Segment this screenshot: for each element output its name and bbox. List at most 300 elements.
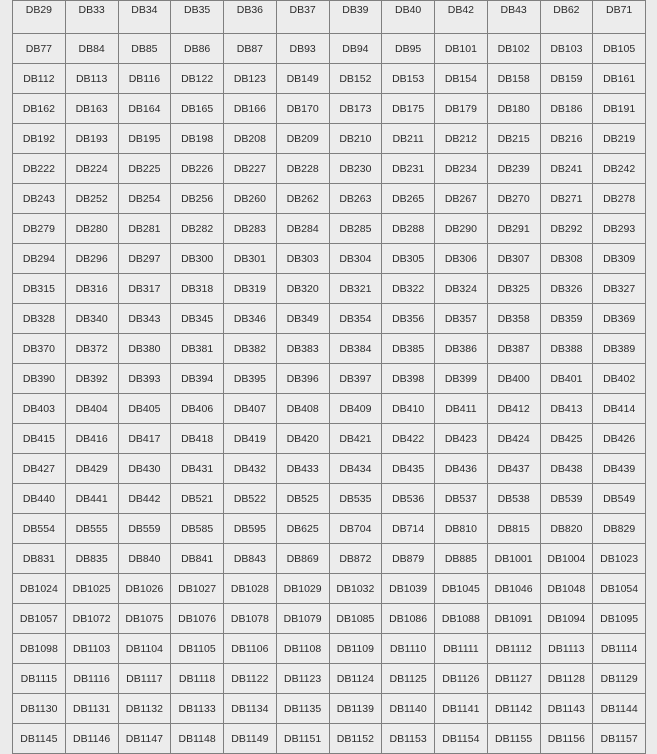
table-row <box>13 454 646 484</box>
code-cell: DB123 <box>224 64 277 94</box>
code-cell: DB319 <box>224 274 277 304</box>
code-cell: DB439 <box>593 454 646 484</box>
code-cell: DB885 <box>435 544 488 574</box>
code-cell: DB535 <box>329 484 382 514</box>
code-cell: DB265 <box>382 184 435 214</box>
code-cell: DB1072 <box>65 604 118 634</box>
code-cell: DB370 <box>13 334 66 364</box>
code-cell: DB422 <box>382 424 435 454</box>
code-cell: DB294 <box>13 244 66 274</box>
code-cell: DB301 <box>224 244 277 274</box>
code-cell: DB42 <box>435 1 488 34</box>
code-cell: DB85 <box>118 34 171 64</box>
code-cell: DB393 <box>118 364 171 394</box>
code-cell: DB84 <box>65 34 118 64</box>
code-cell: DB71 <box>593 1 646 34</box>
code-cell: DB1130 <box>13 694 66 724</box>
table-row <box>13 64 646 94</box>
code-cell: DB278 <box>593 184 646 214</box>
code-cell: DB242 <box>593 154 646 184</box>
code-cell: DB113 <box>65 64 118 94</box>
code-cell: DB216 <box>540 124 593 154</box>
code-cell: DB349 <box>276 304 329 334</box>
table-row <box>13 364 646 394</box>
code-cell: DB437 <box>487 454 540 484</box>
code-cell: DB395 <box>224 364 277 394</box>
code-cell: DB116 <box>118 64 171 94</box>
code-cell: DB1115 <box>13 664 66 694</box>
code-cell: DB398 <box>382 364 435 394</box>
code-cell: DB291 <box>487 214 540 244</box>
code-cell: DB1024 <box>13 574 66 604</box>
code-cell: DB405 <box>118 394 171 424</box>
code-cell: DB410 <box>382 394 435 424</box>
code-cell: DB209 <box>276 124 329 154</box>
code-cell: DB162 <box>13 94 66 124</box>
code-cell: DB112 <box>13 64 66 94</box>
table-row <box>13 214 646 244</box>
code-cell: DB282 <box>171 214 224 244</box>
code-cell: DB418 <box>171 424 224 454</box>
code-cell: DB416 <box>65 424 118 454</box>
code-cell: DB1110 <box>382 634 435 664</box>
code-cell: DB263 <box>329 184 382 214</box>
code-cell: DB254 <box>118 184 171 214</box>
code-cell: DB198 <box>171 124 224 154</box>
code-cell: DB321 <box>329 274 382 304</box>
code-cell: DB1122 <box>224 664 277 694</box>
code-cell: DB1075 <box>118 604 171 634</box>
code-cell: DB433 <box>276 454 329 484</box>
code-cell: DB170 <box>276 94 329 124</box>
code-cell: DB173 <box>329 94 382 124</box>
code-cell: DB307 <box>487 244 540 274</box>
code-cell: DB211 <box>382 124 435 154</box>
code-cell: DB243 <box>13 184 66 214</box>
code-cell: DB1152 <box>329 724 382 754</box>
table-row <box>13 1 646 34</box>
code-cell: DB208 <box>224 124 277 154</box>
code-cell: DB585 <box>171 514 224 544</box>
code-cell: DB224 <box>65 154 118 184</box>
code-cell: DB1146 <box>65 724 118 754</box>
code-cell: DB1108 <box>276 634 329 664</box>
code-cell: DB1104 <box>118 634 171 664</box>
code-cell: DB230 <box>329 154 382 184</box>
table-row <box>13 724 646 754</box>
code-cell: DB318 <box>171 274 224 304</box>
code-cell: DB270 <box>487 184 540 214</box>
code-cell: DB382 <box>224 334 277 364</box>
code-cell: DB390 <box>13 364 66 394</box>
code-cell: DB219 <box>593 124 646 154</box>
code-cell: DB1091 <box>487 604 540 634</box>
code-cell: DB356 <box>382 304 435 334</box>
code-cell: DB392 <box>65 364 118 394</box>
code-cell: DB435 <box>382 454 435 484</box>
code-cell: DB226 <box>171 154 224 184</box>
code-cell: DB105 <box>593 34 646 64</box>
code-cell: DB815 <box>487 514 540 544</box>
code-cell: DB1139 <box>329 694 382 724</box>
code-cell: DB424 <box>487 424 540 454</box>
code-cell: DB810 <box>435 514 488 544</box>
code-cell: DB175 <box>382 94 435 124</box>
code-cell: DB1114 <box>593 634 646 664</box>
code-cell: DB324 <box>435 274 488 304</box>
code-cell: DB346 <box>224 304 277 334</box>
code-cell: DB549 <box>593 484 646 514</box>
code-cell: DB1125 <box>382 664 435 694</box>
code-cell: DB1124 <box>329 664 382 694</box>
code-cell: DB1078 <box>224 604 277 634</box>
code-table <box>12 0 646 754</box>
code-cell: DB101 <box>435 34 488 64</box>
code-cell: DB191 <box>593 94 646 124</box>
code-cell: DB1142 <box>487 694 540 724</box>
code-cell: DB442 <box>118 484 171 514</box>
code-cell: DB95 <box>382 34 435 64</box>
code-cell: DB1048 <box>540 574 593 604</box>
code-cell: DB357 <box>435 304 488 334</box>
code-cell: DB37 <box>276 1 329 34</box>
code-cell: DB429 <box>65 454 118 484</box>
code-cell: DB1148 <box>171 724 224 754</box>
code-cell: DB36 <box>224 1 277 34</box>
code-cell: DB1149 <box>224 724 277 754</box>
code-cell: DB1133 <box>171 694 224 724</box>
code-cell: DB163 <box>65 94 118 124</box>
code-cell: DB438 <box>540 454 593 484</box>
code-cell: DB292 <box>540 214 593 244</box>
code-cell: DB1117 <box>118 664 171 694</box>
code-cell: DB1129 <box>593 664 646 694</box>
code-cell: DB1054 <box>593 574 646 604</box>
code-cell: DB33 <box>65 1 118 34</box>
code-cell: DB430 <box>118 454 171 484</box>
table-row <box>13 124 646 154</box>
code-cell: DB303 <box>276 244 329 274</box>
code-cell: DB869 <box>276 544 329 574</box>
code-cell: DB1112 <box>487 634 540 664</box>
code-cell: DB308 <box>540 244 593 274</box>
code-cell: DB820 <box>540 514 593 544</box>
code-cell: DB149 <box>276 64 329 94</box>
code-cell: DB1153 <box>382 724 435 754</box>
code-cell: DB210 <box>329 124 382 154</box>
code-cell: DB1029 <box>276 574 329 604</box>
code-cell: DB396 <box>276 364 329 394</box>
code-cell: DB1106 <box>224 634 277 664</box>
code-cell: DB415 <box>13 424 66 454</box>
code-cell: DB153 <box>382 64 435 94</box>
code-cell: DB283 <box>224 214 277 244</box>
table-row <box>13 244 646 274</box>
code-cell: DB345 <box>171 304 224 334</box>
code-cell: DB1157 <box>593 724 646 754</box>
code-cell: DB434 <box>329 454 382 484</box>
code-cell: DB1141 <box>435 694 488 724</box>
code-cell: DB1032 <box>329 574 382 604</box>
code-cell: DB252 <box>65 184 118 214</box>
code-cell: DB315 <box>13 274 66 304</box>
code-cell: DB423 <box>435 424 488 454</box>
code-cell: DB872 <box>329 544 382 574</box>
code-cell: DB401 <box>540 364 593 394</box>
code-cell: DB193 <box>65 124 118 154</box>
code-cell: DB300 <box>171 244 224 274</box>
code-cell: DB340 <box>65 304 118 334</box>
code-cell: DB369 <box>593 304 646 334</box>
table-row <box>13 544 646 574</box>
code-cell: DB241 <box>540 154 593 184</box>
code-cell: DB1039 <box>382 574 435 604</box>
code-cell: DB1028 <box>224 574 277 604</box>
code-cell: DB831 <box>13 544 66 574</box>
code-cell: DB1140 <box>382 694 435 724</box>
code-cell: DB417 <box>118 424 171 454</box>
table-row <box>13 184 646 214</box>
code-cell: DB102 <box>487 34 540 64</box>
code-cell: DB384 <box>329 334 382 364</box>
code-cell: DB317 <box>118 274 171 304</box>
code-cell: DB536 <box>382 484 435 514</box>
code-cell: DB714 <box>382 514 435 544</box>
code-cell: DB325 <box>487 274 540 304</box>
code-cell: DB436 <box>435 454 488 484</box>
code-cell: DB327 <box>593 274 646 304</box>
code-cell: DB231 <box>382 154 435 184</box>
code-cell: DB227 <box>224 154 277 184</box>
code-cell: DB1079 <box>276 604 329 634</box>
code-cell: DB1144 <box>593 694 646 724</box>
code-cell: DB93 <box>276 34 329 64</box>
code-cell: DB43 <box>487 1 540 34</box>
code-cell: DB29 <box>13 1 66 34</box>
code-cell: DB1118 <box>171 664 224 694</box>
code-cell: DB1004 <box>540 544 593 574</box>
code-cell: DB271 <box>540 184 593 214</box>
code-cell: DB426 <box>593 424 646 454</box>
code-cell: DB1132 <box>118 694 171 724</box>
code-cell: DB165 <box>171 94 224 124</box>
code-cell: DB408 <box>276 394 329 424</box>
table-row <box>13 304 646 334</box>
code-cell: DB1147 <box>118 724 171 754</box>
code-cell: DB354 <box>329 304 382 334</box>
code-cell: DB322 <box>382 274 435 304</box>
code-cell: DB1127 <box>487 664 540 694</box>
code-cell: DB538 <box>487 484 540 514</box>
code-cell: DB222 <box>13 154 66 184</box>
code-cell: DB288 <box>382 214 435 244</box>
code-cell: DB343 <box>118 304 171 334</box>
code-sheet <box>12 0 646 750</box>
code-cell: DB380 <box>118 334 171 364</box>
code-cell: DB1026 <box>118 574 171 604</box>
code-cell: DB1088 <box>435 604 488 634</box>
code-cell: DB397 <box>329 364 382 394</box>
code-cell: DB39 <box>329 1 382 34</box>
code-cell: DB1111 <box>435 634 488 664</box>
code-cell: DB414 <box>593 394 646 424</box>
code-cell: DB225 <box>118 154 171 184</box>
code-cell: DB381 <box>171 334 224 364</box>
code-cell: DB406 <box>171 394 224 424</box>
code-cell: DB285 <box>329 214 382 244</box>
code-cell: DB595 <box>224 514 277 544</box>
code-cell: DB625 <box>276 514 329 544</box>
code-cell: DB293 <box>593 214 646 244</box>
code-cell: DB1145 <box>13 724 66 754</box>
code-cell: DB309 <box>593 244 646 274</box>
code-cell: DB1126 <box>435 664 488 694</box>
code-cell: DB77 <box>13 34 66 64</box>
code-cell: DB1123 <box>276 664 329 694</box>
code-cell: DB1131 <box>65 694 118 724</box>
code-cell: DB1085 <box>329 604 382 634</box>
code-cell: DB432 <box>224 454 277 484</box>
code-cell: DB87 <box>224 34 277 64</box>
code-cell: DB389 <box>593 334 646 364</box>
code-cell: DB1057 <box>13 604 66 634</box>
code-cell: DB1105 <box>171 634 224 664</box>
code-cell: DB192 <box>13 124 66 154</box>
code-cell: DB103 <box>540 34 593 64</box>
code-cell: DB1116 <box>65 664 118 694</box>
code-cell: DB158 <box>487 64 540 94</box>
code-cell: DB1027 <box>171 574 224 604</box>
code-cell: DB1134 <box>224 694 277 724</box>
code-cell: DB402 <box>593 364 646 394</box>
code-cell: DB841 <box>171 544 224 574</box>
code-cell: DB215 <box>487 124 540 154</box>
code-cell: DB388 <box>540 334 593 364</box>
code-cell: DB1128 <box>540 664 593 694</box>
code-cell: DB1103 <box>65 634 118 664</box>
code-cell: DB403 <box>13 394 66 424</box>
code-cell: DB297 <box>118 244 171 274</box>
code-cell: DB879 <box>382 544 435 574</box>
code-cell: DB412 <box>487 394 540 424</box>
code-cell: DB413 <box>540 394 593 424</box>
code-cell: DB1155 <box>487 724 540 754</box>
code-cell: DB234 <box>435 154 488 184</box>
code-cell: DB407 <box>224 394 277 424</box>
code-cell: DB555 <box>65 514 118 544</box>
code-cell: DB306 <box>435 244 488 274</box>
table-row <box>13 664 646 694</box>
code-cell: DB159 <box>540 64 593 94</box>
code-cell: DB1094 <box>540 604 593 634</box>
code-cell: DB1156 <box>540 724 593 754</box>
code-cell: DB86 <box>171 34 224 64</box>
code-cell: DB409 <box>329 394 382 424</box>
code-cell: DB280 <box>65 214 118 244</box>
code-cell: DB1135 <box>276 694 329 724</box>
code-cell: DB166 <box>224 94 277 124</box>
code-cell: DB186 <box>540 94 593 124</box>
code-cell: DB152 <box>329 64 382 94</box>
code-cell: DB521 <box>171 484 224 514</box>
code-cell: DB284 <box>276 214 329 244</box>
table-row <box>13 514 646 544</box>
code-cell: DB404 <box>65 394 118 424</box>
table-row <box>13 424 646 454</box>
code-cell: DB425 <box>540 424 593 454</box>
table-row <box>13 694 646 724</box>
code-cell: DB419 <box>224 424 277 454</box>
code-cell: DB559 <box>118 514 171 544</box>
code-cell: DB522 <box>224 484 277 514</box>
code-cell: DB704 <box>329 514 382 544</box>
code-cell: DB539 <box>540 484 593 514</box>
code-cell: DB840 <box>118 544 171 574</box>
code-cell: DB835 <box>65 544 118 574</box>
code-cell: DB1095 <box>593 604 646 634</box>
code-cell: DB554 <box>13 514 66 544</box>
code-cell: DB358 <box>487 304 540 334</box>
code-cell: DB161 <box>593 64 646 94</box>
code-cell: DB164 <box>118 94 171 124</box>
code-cell: DB1086 <box>382 604 435 634</box>
code-cell: DB228 <box>276 154 329 184</box>
code-cell: DB281 <box>118 214 171 244</box>
code-table-body <box>13 1 646 754</box>
code-cell: DB305 <box>382 244 435 274</box>
code-cell: DB537 <box>435 484 488 514</box>
code-cell: DB399 <box>435 364 488 394</box>
code-cell: DB212 <box>435 124 488 154</box>
table-row <box>13 154 646 184</box>
table-row <box>13 94 646 124</box>
code-cell: DB94 <box>329 34 382 64</box>
code-cell: DB34 <box>118 1 171 34</box>
code-cell: DB1113 <box>540 634 593 664</box>
code-cell: DB290 <box>435 214 488 244</box>
code-cell: DB1046 <box>487 574 540 604</box>
code-cell: DB1143 <box>540 694 593 724</box>
code-cell: DB383 <box>276 334 329 364</box>
code-cell: DB154 <box>435 64 488 94</box>
table-row <box>13 634 646 664</box>
code-cell: DB256 <box>171 184 224 214</box>
code-cell: DB279 <box>13 214 66 244</box>
code-cell: DB1045 <box>435 574 488 604</box>
table-row <box>13 604 646 634</box>
table-row <box>13 574 646 604</box>
code-cell: DB1025 <box>65 574 118 604</box>
code-cell: DB385 <box>382 334 435 364</box>
table-row <box>13 274 646 304</box>
code-cell: DB260 <box>224 184 277 214</box>
code-cell: DB267 <box>435 184 488 214</box>
code-cell: DB328 <box>13 304 66 334</box>
code-cell: DB320 <box>276 274 329 304</box>
code-cell: DB40 <box>382 1 435 34</box>
code-cell: DB179 <box>435 94 488 124</box>
code-cell: DB1109 <box>329 634 382 664</box>
code-cell: DB1098 <box>13 634 66 664</box>
code-cell: DB239 <box>487 154 540 184</box>
table-row <box>13 394 646 424</box>
table-row <box>13 34 646 64</box>
code-cell: DB400 <box>487 364 540 394</box>
code-cell: DB1001 <box>487 544 540 574</box>
code-cell: DB525 <box>276 484 329 514</box>
code-cell: DB843 <box>224 544 277 574</box>
code-cell: DB427 <box>13 454 66 484</box>
